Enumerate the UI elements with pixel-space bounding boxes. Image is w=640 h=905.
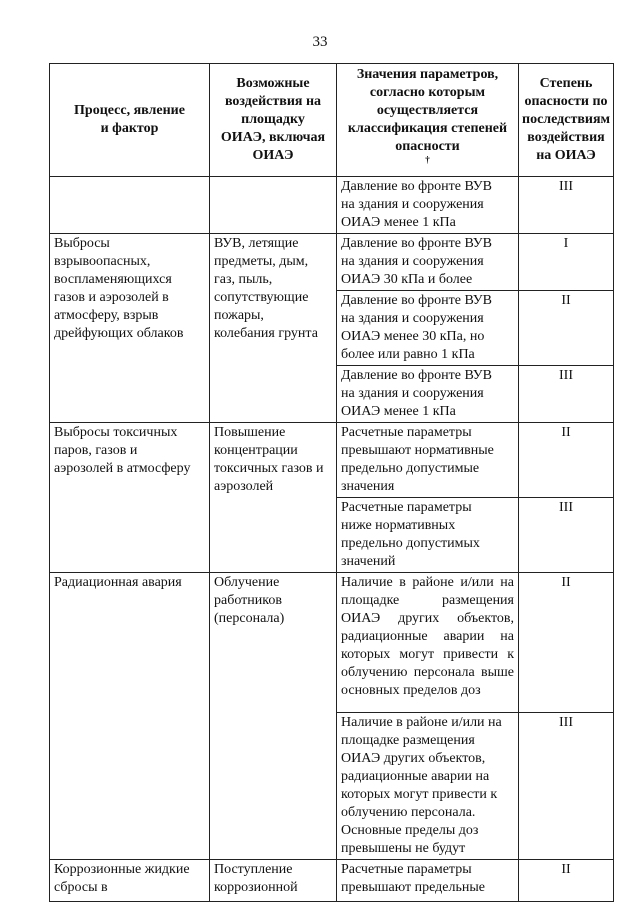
- hazard-degree-cell: III: [519, 713, 614, 860]
- table-row: [50, 177, 614, 234]
- footnote-mark: †: [425, 154, 430, 165]
- header-parameters: Значения параметров, согласно которым осуществляется классификация степеней опасности †: [337, 64, 519, 177]
- parameter-cell: Давление во фронте ВУВ на здания и сооружения ОИАЭ менее 30 кПа, но более или равно 1 кПа: [337, 291, 519, 366]
- table-row: [50, 860, 614, 902]
- hazard-classification-table: [49, 63, 614, 902]
- hazard-degree-cell: III: [519, 498, 614, 573]
- impact-cell-empty: [210, 177, 337, 234]
- parameter-cell: Наличие в районе и/или на площадке размещения ОИАЭ других объектов, радиационные аварии на которых могут привести к облучению персонала. Основные пределы доз превышены не будут: [337, 713, 519, 860]
- parameter-cell: Расчетные параметры превышают нормативные предельно допустимые значения: [337, 423, 519, 498]
- process-cell: Радиационная авария: [50, 573, 210, 860]
- hazard-degree-cell: III: [519, 177, 614, 234]
- table-row: [50, 423, 614, 498]
- parameter-cell: Расчетные параметры ниже нормативных предельно допустимых значений: [337, 498, 519, 573]
- hazard-degree-cell: II: [519, 291, 614, 366]
- process-cell: Коррозионные жидкие сбросы в: [50, 860, 210, 902]
- process-cell-empty: [50, 177, 210, 234]
- parameter-cell: Расчетные параметры превышают предельные: [337, 860, 519, 902]
- parameter-cell: Давление во фронте ВУВ на здания и сооружения ОИАЭ 30 кПа и более: [337, 234, 519, 291]
- process-cell: Выбросы взрывоопасных, воспламеняющихся газов и аэрозолей в атмосферу, взрыв дрейфующих облаков: [50, 234, 210, 423]
- page-number: 33: [312, 34, 328, 50]
- hazard-degree-cell: II: [519, 573, 614, 713]
- hazard-degree-cell: II: [519, 860, 614, 902]
- impact-cell: Повышение концентрации токсичных газов и аэрозолей: [210, 423, 337, 573]
- parameter-cell: Наличие в районе и/или на площадке размещения ОИАЭ других объектов, радиационные аварии на которых могут привести к облучению персонала выше основных пределов доз: [337, 573, 519, 713]
- hazard-degree-cell: II: [519, 423, 614, 498]
- parameter-cell: Давление во фронте ВУВ на здания и сооружения ОИАЭ менее 1 кПа: [337, 177, 519, 234]
- process-cell: Выбросы токсичных паров, газов и аэрозолей в атмосферу: [50, 423, 210, 573]
- table-row: [50, 234, 614, 291]
- hazard-degree-cell: I: [519, 234, 614, 291]
- table-row: [50, 573, 614, 713]
- header-process: Процесс, явление и фактор: [50, 64, 210, 177]
- impact-cell: Поступление коррозионной: [210, 860, 337, 902]
- table-header-row: [50, 64, 614, 177]
- header-hazard-degree: Степень опасности по последствиям воздействия на ОИАЭ: [519, 64, 614, 177]
- header-impacts: Возможные воздействия на площадку ОИАЭ, включая ОИАЭ: [210, 64, 337, 177]
- impact-cell: Облучение работников (персонала): [210, 573, 337, 860]
- parameter-cell: Давление во фронте ВУВ на здания и сооружения ОИАЭ менее 1 кПа: [337, 366, 519, 423]
- impact-cell: ВУВ, летящие предметы, дым, газ, пыль, сопутствующие пожары, колебания грунта: [210, 234, 337, 423]
- hazard-degree-cell: III: [519, 366, 614, 423]
